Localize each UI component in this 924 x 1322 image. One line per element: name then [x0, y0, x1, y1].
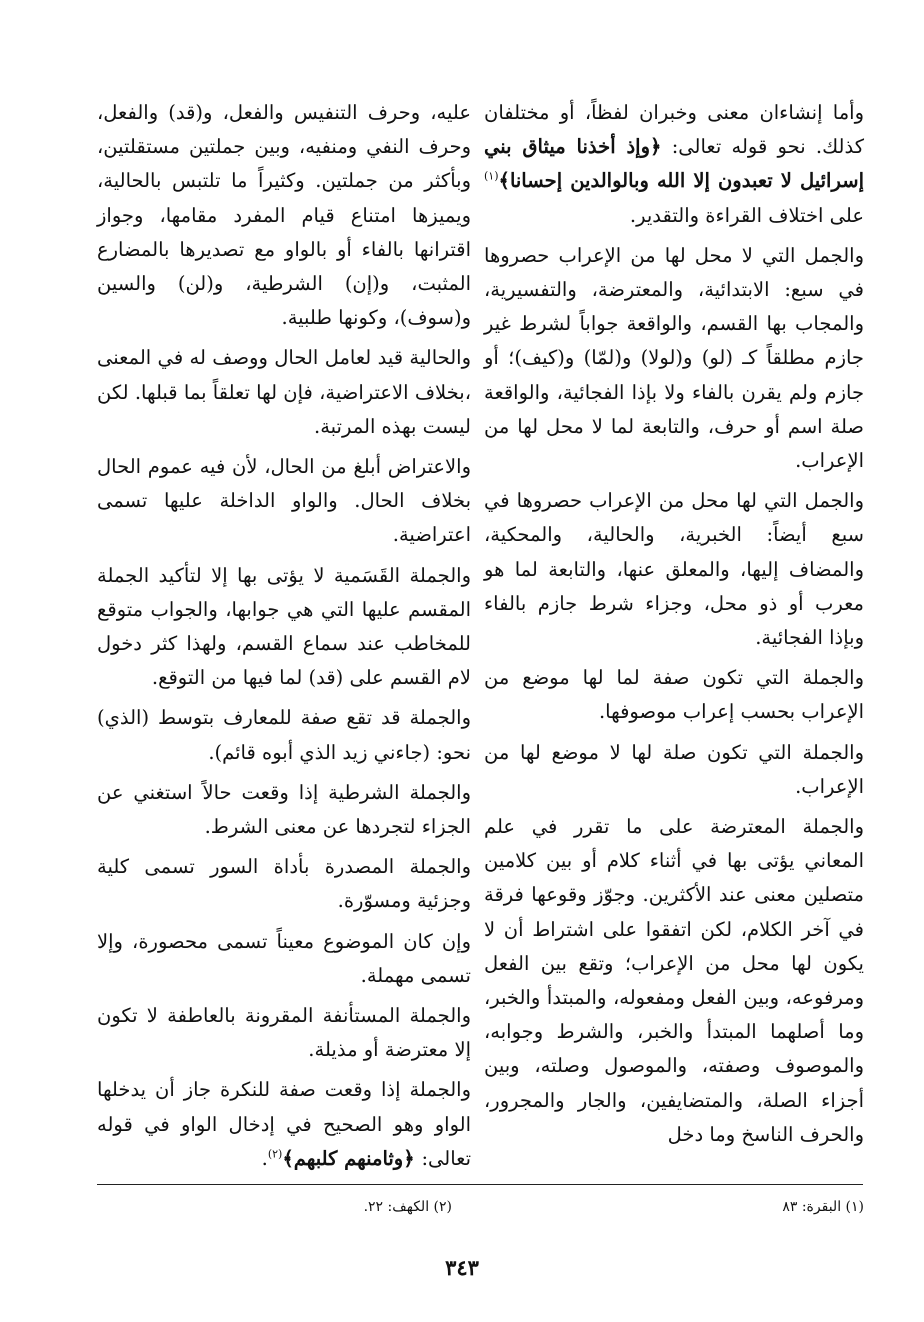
paragraph: والجملة الشرطية إذا وقعت حالاً استغني عن الجزاء لتجردها عن معنى الشرط.	[97, 780, 471, 839]
paragraph: والجملة التي تكون صفة لما لها موضع من الإعراب بحسب إعراب موصوفها.	[484, 666, 864, 724]
paragraph: والجمل التي لها محل من الإعراب حصروها في سبع أيضاً: الخبرية، والحالية، والمحكية، والمضاف إليها، والمعلق عنها، والتابعة لما هو معرب أو ذو محل، وجزاء شرط جازم بالفاء وبإذا الفجائية.	[484, 489, 864, 650]
paragraph: وإن كان الموضوع معيناً تسمى محصورة، وإلا تسمى مهملة.	[97, 929, 471, 987]
paragraph: وأما إنشاءان معنى وخبران لفظاً، أو مختلفان كذلك. نحو قوله تعالى: ﴿وإذ أخذنا ميثاق بني إسرائيل لا تعبدون إلا الله وبالوالدين إحسانا﴾$^{(١)}$ على اختلاف القراءة والتقدير.	[484, 101, 864, 227]
paragraph: والجملة القَسَمية لا يؤتى بها إلا لتأكيد الجملة المقسم عليها التي هي جوابها، والجواب متوقع للمخاطب عند سماع القسم، ولهذا كثر دخول لام القسم على (قد) لما فيها من التوقع.	[97, 563, 471, 690]
footnote-right: (١) البقرة: ٨٣	[782, 1199, 864, 1215]
left-column	[97, 96, 471, 1176]
paragraph: والحالية قيد لعامل الحال ووصف له في المعنى ،بخلاف الاعتراضية، فإن لها تعلقاً بما قبلها. لكن ليست بهذه المرتبة.	[97, 346, 471, 438]
paragraph: والجملة المستأنفة المقرونة بالعاطفة لا تكون إلا معترضة أو مذيلة.	[97, 1004, 471, 1062]
footnote-left: (٢) الكهف: ٢٢.	[363, 1199, 452, 1215]
paragraph: والجملة قد تقع صفة للمعارف بتوسط (الذي) نحو: (جاءني زيد الذي أبوه قائم).	[97, 706, 471, 764]
quran-verse: ﴿وثامنهم كلبهم﴾	[282, 1146, 422, 1170]
footnote-ref: (٢)	[267, 1147, 283, 1161]
paragraph: والجملة إذا وقعت صفة للنكرة جاز أن يدخلها الواو وهو الصحيح في إدخال الواو في قوله تعالى: ﴿وثامنهم كلبهم﴾$^{(٢)}$.	[97, 1078, 471, 1170]
paragraph: عليه، وحرف التنفيس والفعل، و(قد) والفعل، وحرف النفي ومنفيه، وبين جملتين مستقلتين، وبأكثر من جملتين. وكثيراً ما تلتبس بالحالية، ويميزها امتناع قيام المفرد مقامها، وجواز اقترانها بالفاء أو بالواو مع تصديرها بالمضارع المثبت، و(إن) الشرطية، و(لن) والسين و(سوف)، وكونها طلبية.	[97, 101, 471, 330]
page-number: ٣٤٣	[445, 1255, 479, 1280]
paragraph: والاعتراض أبلغ من الحال، لأن فيه عموم الحال بخلاف الحال. والواو الداخلة عليها تسمى اعتراضية.	[97, 455, 471, 547]
paragraph: والجملة المعترضة على ما تقرر في علم المعاني يؤتى بها في أثناء كلام أو بين كلامين متصلين معنى عند الأكثرين. وجوّز وقوعها فرقة في آخر الكلام، لكن اتفقوا على اشتراط أن لا يكون لها محل من الإعراب؛ وتقع بين الفعل ومرفوعه، وبين الفعل ومفعوله، والمبتدأ والخبر، وما أصلهما المبتدأ والخبر، والشرط وجوابه، والموصوف وصفته، والموصول وصلته، وبين أجزاء الصلة، والمتضايفين، والجار والمجرور، والحرف الناسخ وما دخل	[484, 815, 864, 1146]
paragraph: والجمل التي لا محل لها من الإعراب حصروها في سبع: الابتدائية، والمعترضة، والتفسيرية، والمجاب بها القسم، والواقعة جواباً لشرط غير جازم مطلقاً كـ (لو) و(لولا) و(لمّا) و(كيف)؛ أو جازم ولم يقرن بالفاء ولا بإذا الفجائية، والواقعة صلة اسم أو حرف، والتابعة لما لا محل لها من الإعراب.	[484, 243, 864, 473]
paragraph: والجملة التي تكون صلة لها لا موضع لها من الإعراب.	[484, 740, 864, 798]
right-column	[484, 96, 864, 1152]
paragraph: والجملة المصدرة بأداة السور تسمى كلية وجزئية ومسوّرة.	[97, 855, 471, 913]
footnote-ref: (١)	[484, 169, 499, 183]
quran-verse: ﴿وإذ أخذنا ميثاق بني إسرائيل لا تعبدون إلا الله وبالوالدين إحسانا﴾	[484, 135, 864, 193]
footnote-divider	[97, 1184, 863, 1185]
